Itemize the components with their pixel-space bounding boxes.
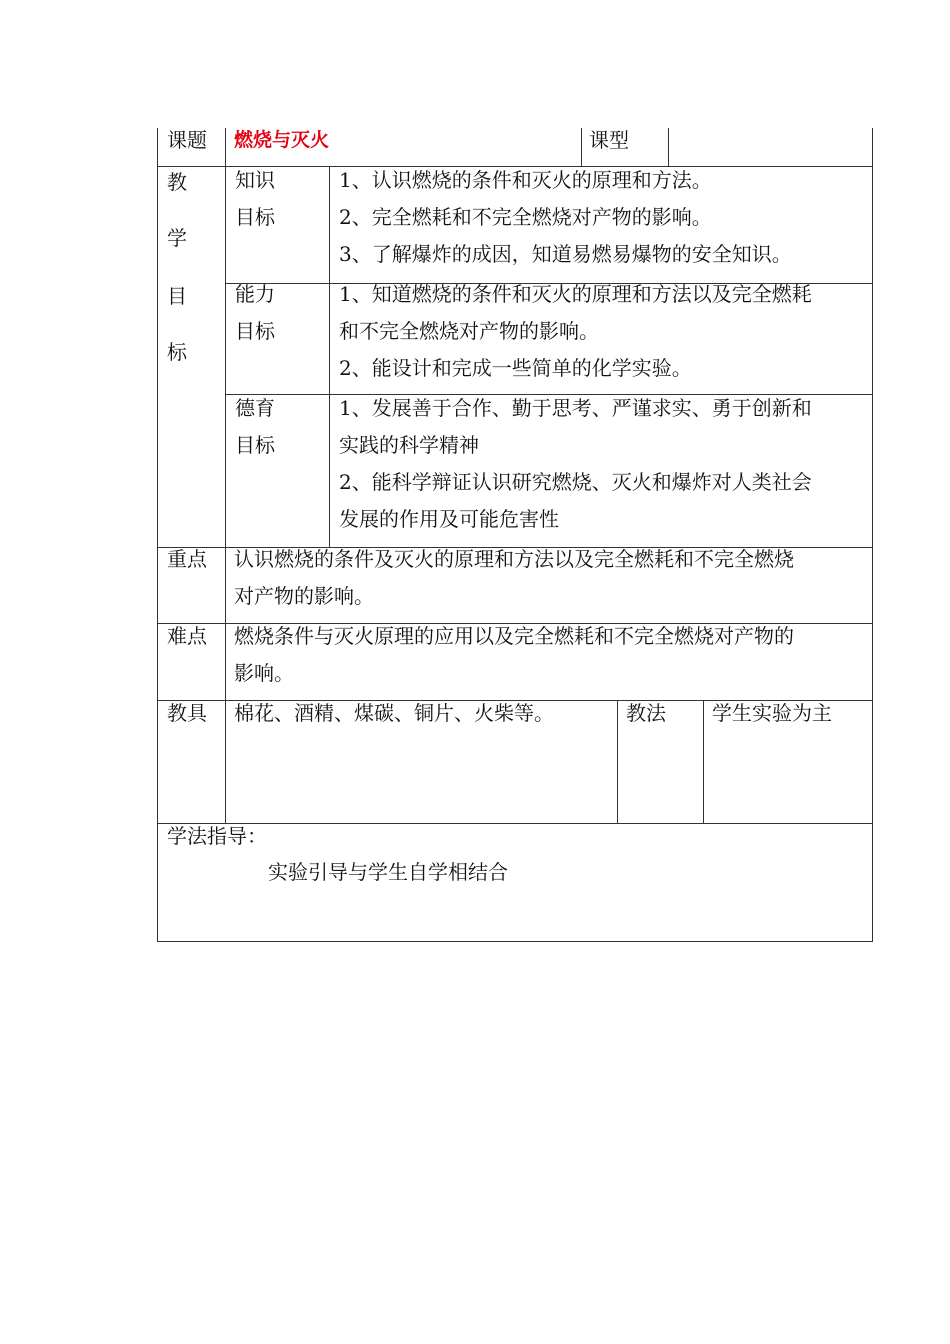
knowledge-label-line1: 知识 <box>235 168 275 192</box>
difficulty-line: 影响。 <box>234 661 294 685</box>
method-value: 学生实验为主 <box>712 701 832 725</box>
key-point-line: 对产物的影响。 <box>234 584 374 608</box>
table-border-right <box>872 128 873 942</box>
table-border-left <box>157 128 158 942</box>
method-label: 教法 <box>626 701 666 725</box>
moral-line: 发展的作用及可能危害性 <box>339 507 559 531</box>
table-divider-sublabel-col <box>329 166 330 547</box>
ability-line: 2、能设计和完成一些简单的化学实验。 <box>339 356 692 380</box>
lesson-type-label: 课型 <box>589 128 629 152</box>
tools-label: 教具 <box>167 701 207 725</box>
objectives-label <box>167 166 207 406</box>
ability-line: 和不完全燃烧对产物的影响。 <box>339 319 599 343</box>
objectives-label-char: 学 <box>167 226 187 250</box>
key-point-label: 重点 <box>167 547 207 571</box>
study-guide-label: 学法指导： <box>167 824 267 848</box>
table-divider-tools-2 <box>703 700 704 823</box>
key-point-line: 认识燃烧的条件及灭火的原理和方法以及完全燃耗和不完全燃烧 <box>234 547 794 571</box>
knowledge-line: 1、认识燃烧的条件和灭火的原理和方法。 <box>339 168 712 192</box>
difficulty-label: 难点 <box>167 624 207 648</box>
table-divider-tools-1 <box>617 700 618 823</box>
objectives-label-char: 目 <box>167 284 187 308</box>
topic-label: 课题 <box>167 128 207 152</box>
moral-label-line2: 目标 <box>235 433 275 457</box>
moral-line: 1、发展善于合作、勤于思考、严谨求实、勇于创新和 <box>339 396 812 420</box>
ability-label-line2: 目标 <box>235 319 275 343</box>
knowledge-line: 2、完全燃耗和不完全燃烧对产物的影响。 <box>339 205 712 229</box>
moral-line: 2、能科学辩证认识研究燃烧、灭火和爆炸对人类社会 <box>339 470 812 494</box>
knowledge-label-line2: 目标 <box>235 205 275 229</box>
study-guide-value: 实验引导与学生自学相结合 <box>268 860 508 884</box>
moral-label-line1: 德育 <box>235 396 275 420</box>
difficulty-line: 燃烧条件与灭火原理的应用以及完全燃耗和不完全燃烧对产物的 <box>234 624 794 648</box>
objectives-label-char: 教 <box>167 170 187 194</box>
ability-line: 1、知道燃烧的条件和灭火的原理和方法以及完全燃耗 <box>339 282 812 306</box>
table-rule-bottom <box>157 941 873 942</box>
knowledge-line: 3、了解爆炸的成因，知道易燃易爆物的安全知识。 <box>339 242 792 266</box>
ability-label-line1: 能力 <box>235 282 275 306</box>
moral-line: 实践的科学精神 <box>339 433 479 457</box>
objectives-label-char: 标 <box>167 340 187 364</box>
table-divider-header-1 <box>581 128 582 166</box>
topic-title: 燃烧与灭火 <box>234 129 330 151</box>
table-divider-header-2 <box>668 128 669 166</box>
tools-value: 棉花、酒精、煤碳、铜片、火柴等。 <box>234 701 554 725</box>
table-divider-label-col <box>225 128 226 823</box>
